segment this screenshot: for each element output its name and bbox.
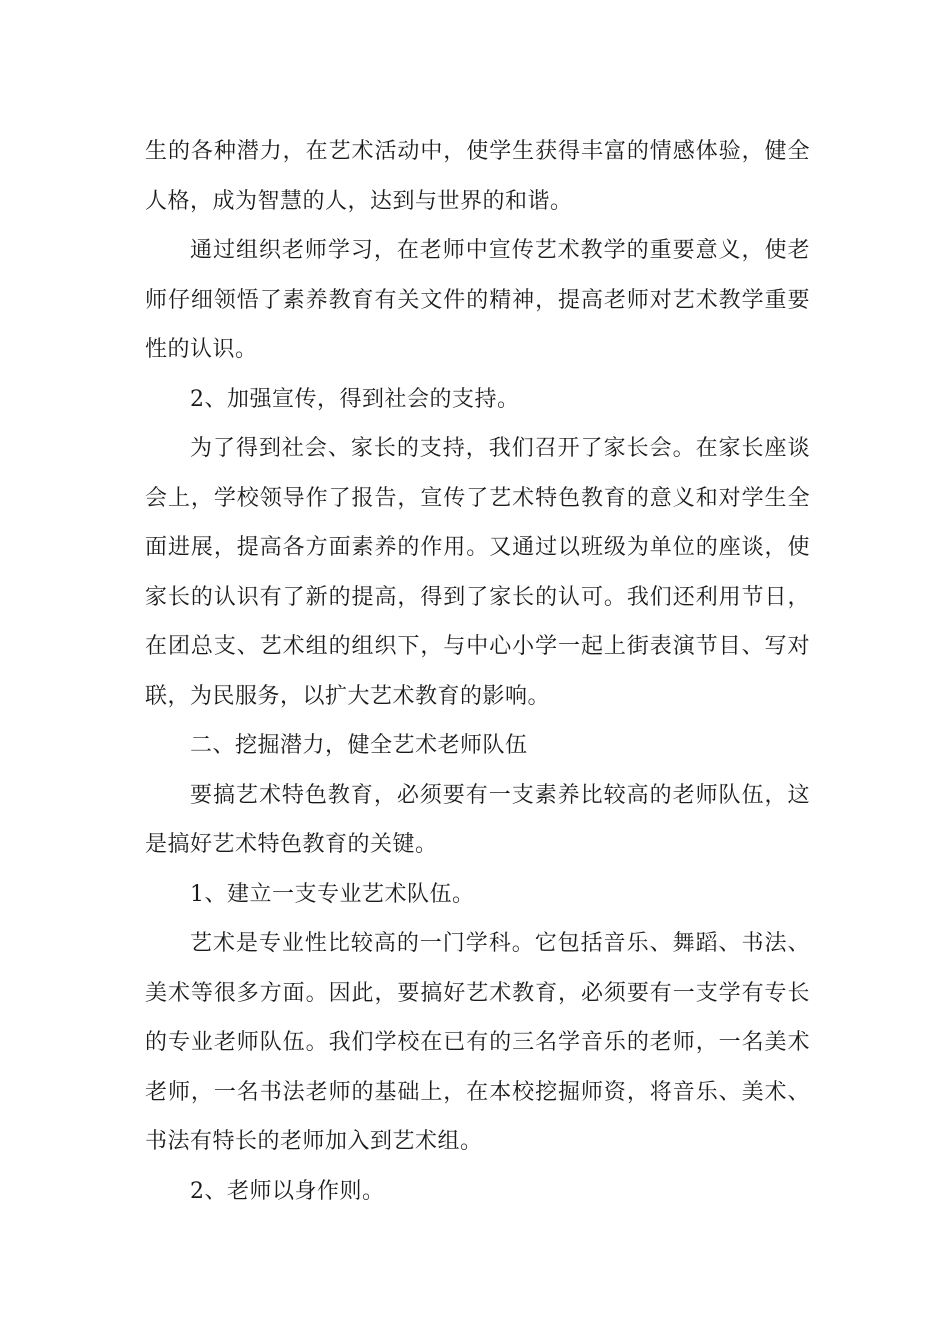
section-heading-1: 1、建立一支专业艺术队伍。 [190, 881, 475, 907]
paragraph-8: 艺术是专业性比较高的一门学科。它包括音乐、舞蹈、书法、美术等很多方面。因此，要搞好艺术教育，必须要有一支学有专长的专业老师队伍。我们学校在已有的三名学音乐的老师，一名美术老师，一名书法老师的基础上，在本校挖掘师资，将音乐、美术、书法有特长的老师加入到艺术组。 [145, 931, 810, 1154]
section-heading-two: 二、挖掘潜力，健全艺术老师队伍 [190, 733, 528, 758]
section-heading-2: 2、加强宣传，得到社会的支持。 [190, 386, 520, 412]
paragraph-1: 生的各种潜力，在艺术活动中，使学生获得丰富的情感体验，健全人格，成为智慧的人，达到与世界的和谐。 [145, 139, 810, 214]
section-heading-2b: 2、老师以身作则。 [190, 1178, 385, 1204]
document-body [145, 127, 810, 1216]
paragraph-2: 通过组织老师学习，在老师中宣传艺术教学的重要意义，使老师仔细领悟了素养教育有关文件的精神，提高老师对艺术教学重要性的认识。 [145, 238, 810, 362]
paragraph-4: 为了得到社会、家长的支持，我们召开了家长会。在家长座谈会上，学校领导作了报告，宣传了艺术特色教育的意义和对学生全面进展，提高各方面素养的作用。又通过以班级为单位的座谈，使家长的认识有了新的提高，得到了家长的认可。我们还利用节日，在团总支、艺术组的组织下，与中心小学一起上街表演节目、写对联，为民服务，以扩大艺术教育的影响。 [145, 436, 810, 709]
paragraph-6: 要搞艺术特色教育，必须要有一支素养比较高的老师队伍，这是搞好艺术特色教育的关键。 [145, 782, 810, 857]
